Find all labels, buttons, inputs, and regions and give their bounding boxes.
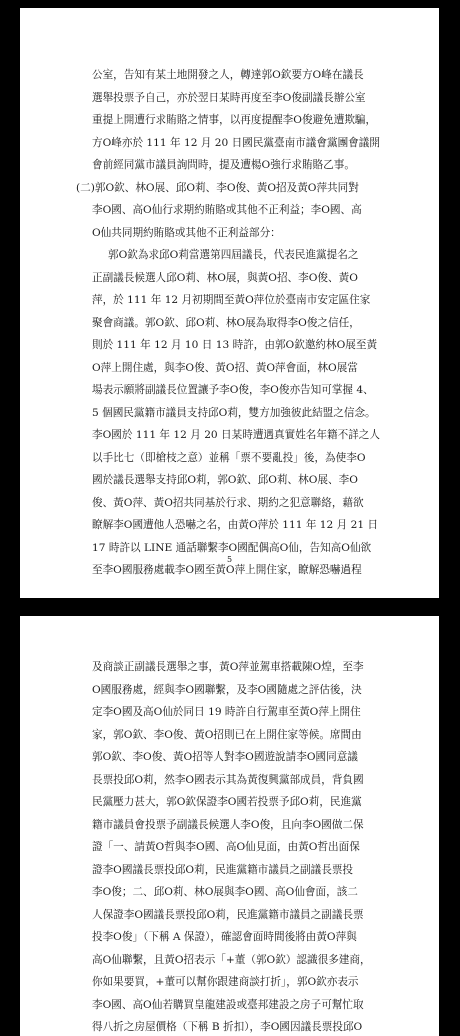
text-line: 聚會商議。郭O欽、邱O莉、林O展為取得李O俊之信任， [92,316,360,329]
page-number: 5 [226,555,233,564]
text-line: 投李O俊」（下稱 A 保證），確認會面時間後將由黃O萍與 [92,931,357,943]
text-line: 場表示願將副議長位置讓予李O俊，李O俊亦告知可掌握 4、 [92,384,374,396]
text-line: 會前經同黨市議員詢問時，提及遭楊O強行求賄賂乙事。 [92,159,355,171]
text-line: 家，郭O欽、李O俊、黃O招則已在上開住家等候。席間由 [92,728,362,741]
text-line: 國於議長選舉支持邱O莉，郭O欽、邱O莉、林O展、李O [92,474,358,486]
text-line: O國服務處，經與李O國聯繫，及李O國隨處之評估後，決 [92,683,362,696]
text-line: 萍，於 111 年 12 月初期間至黃O萍位於臺南市安定區住家 [92,294,371,306]
text-line: 以手比七（即槍枝之意）並稱「票不要亂投」後，為使李O [92,451,366,464]
text-line: 李O國於 111 年 12 月 20 日某時遭遇真實姓名年籍不詳之人 [92,429,380,441]
page-2-body [92,656,409,1036]
text-line: 得八折之房屋價格（下稱 B 折扣），李O國因議長票投邱O [92,1021,363,1033]
text-line: 重提上開遭行求賄賂之情事，以再度提醒李O俊避免遭欺騙， [92,114,377,126]
document-page-2 [20,616,439,1036]
text-line: O仙共同期約賄賂或其他不正利益部分： [92,226,281,239]
text-line: 則於 111 年 12 月 10 日 13 時許，由郭O欽邀約林O展至黃 [92,339,378,351]
section-heading: (二)郭O欽、林O展、邱O莉、李O俊、黃O招及黃O萍共同對 [76,181,359,194]
text-line: O萍上開住處，與李O俊、黃O招、黃O萍會面，林O展當 [92,361,358,374]
text-line: 人保證李O國議長票投邱O莉，民進黨籍市議員之副議長票 [92,908,364,921]
text-line: 瞭解李O國遭他人恐嚇之名，由黃O萍於 111 年 12 月 21 日 [92,519,379,531]
document-page-1 [20,8,439,598]
text-line: 李O俊；二、邱O莉、林O展與李O國、高O仙會面，該二 [92,886,358,898]
text-line: 證「一、請黃O哲與李O國、高O仙見面，由黃O哲出面保 [92,841,360,853]
text-line: 郭O欽為求邱O莉當選第四屆議長，代表民進黨提名之 [108,249,359,261]
text-line: 選舉投票予自己，亦於翌日某時再度至李O俊副議長辦公室 [92,91,366,104]
text-line: 證李O國議長票投邱O莉，民進黨籍市議員之副議長票投 [92,863,354,876]
text-line: 李O國、高O仙若購買皇龍建設或臺邦建設之房子可幫忙取 [92,998,364,1011]
text-line: 俊、黃O萍、黃O招共同基於行求、期約之犯意聯絡，藉欲 [92,496,364,509]
text-line: 高O仙聯繫，且黃O招表示「+董（郭O欽）認識很多建商， [92,953,371,966]
text-line: 民黨壓力甚大，郭O欽保證李O國若投票予邱O莉，民進黨 [92,796,362,808]
text-line: 郭O欽、李O俊、黃O招等人對李O國遊說請李O國同意議 [92,751,358,763]
text-line: 定李O國及高O仙於同日 19 時許自行駕車至黃O萍上開住 [92,706,361,718]
text-line: 及商談正副議長選舉之事，黃O萍並駕車搭載陳O煌，至李 [92,661,364,673]
text-line: 5 個國民黨籍市議員支持邱O莉，雙方加強彼此結盟之信念。 [92,406,376,419]
text-line: 至李O國服務處載李O國至黃O萍上開住家，瞭解恐嚇過程 [92,564,362,576]
text-line: 17 時許以 LINE 通話聯繫李O國配偶高O仙，告知高O仙欲 [92,541,372,554]
text-line: 李O國、高O仙行求期約賄賂或其他不正利益；李O國、高 [92,204,362,216]
page-1-body [76,64,409,582]
text-line: 長票投邱O莉，然李O國表示其為黃復興黨部成員，背負國 [92,773,364,786]
text-line: 正副議長候選人邱O莉、林O展，與黃O招、李O俊、黃O [92,271,358,284]
text-line: 籍市議員會投票予副議長候選人李O俊，且向李O國做二保 [92,818,364,831]
text-line: 你如果要買，+董可以幫你跟建商談打折」，郭O欽亦表示 [92,976,359,988]
text-line: 公室，告知有某土地開發之人，轉達郭O欽要方O峰在議長 [92,69,364,81]
text-line: 方O峰亦於 111 年 12 月 20 日國民黨臺南市議會黨團會議開 [92,136,380,149]
